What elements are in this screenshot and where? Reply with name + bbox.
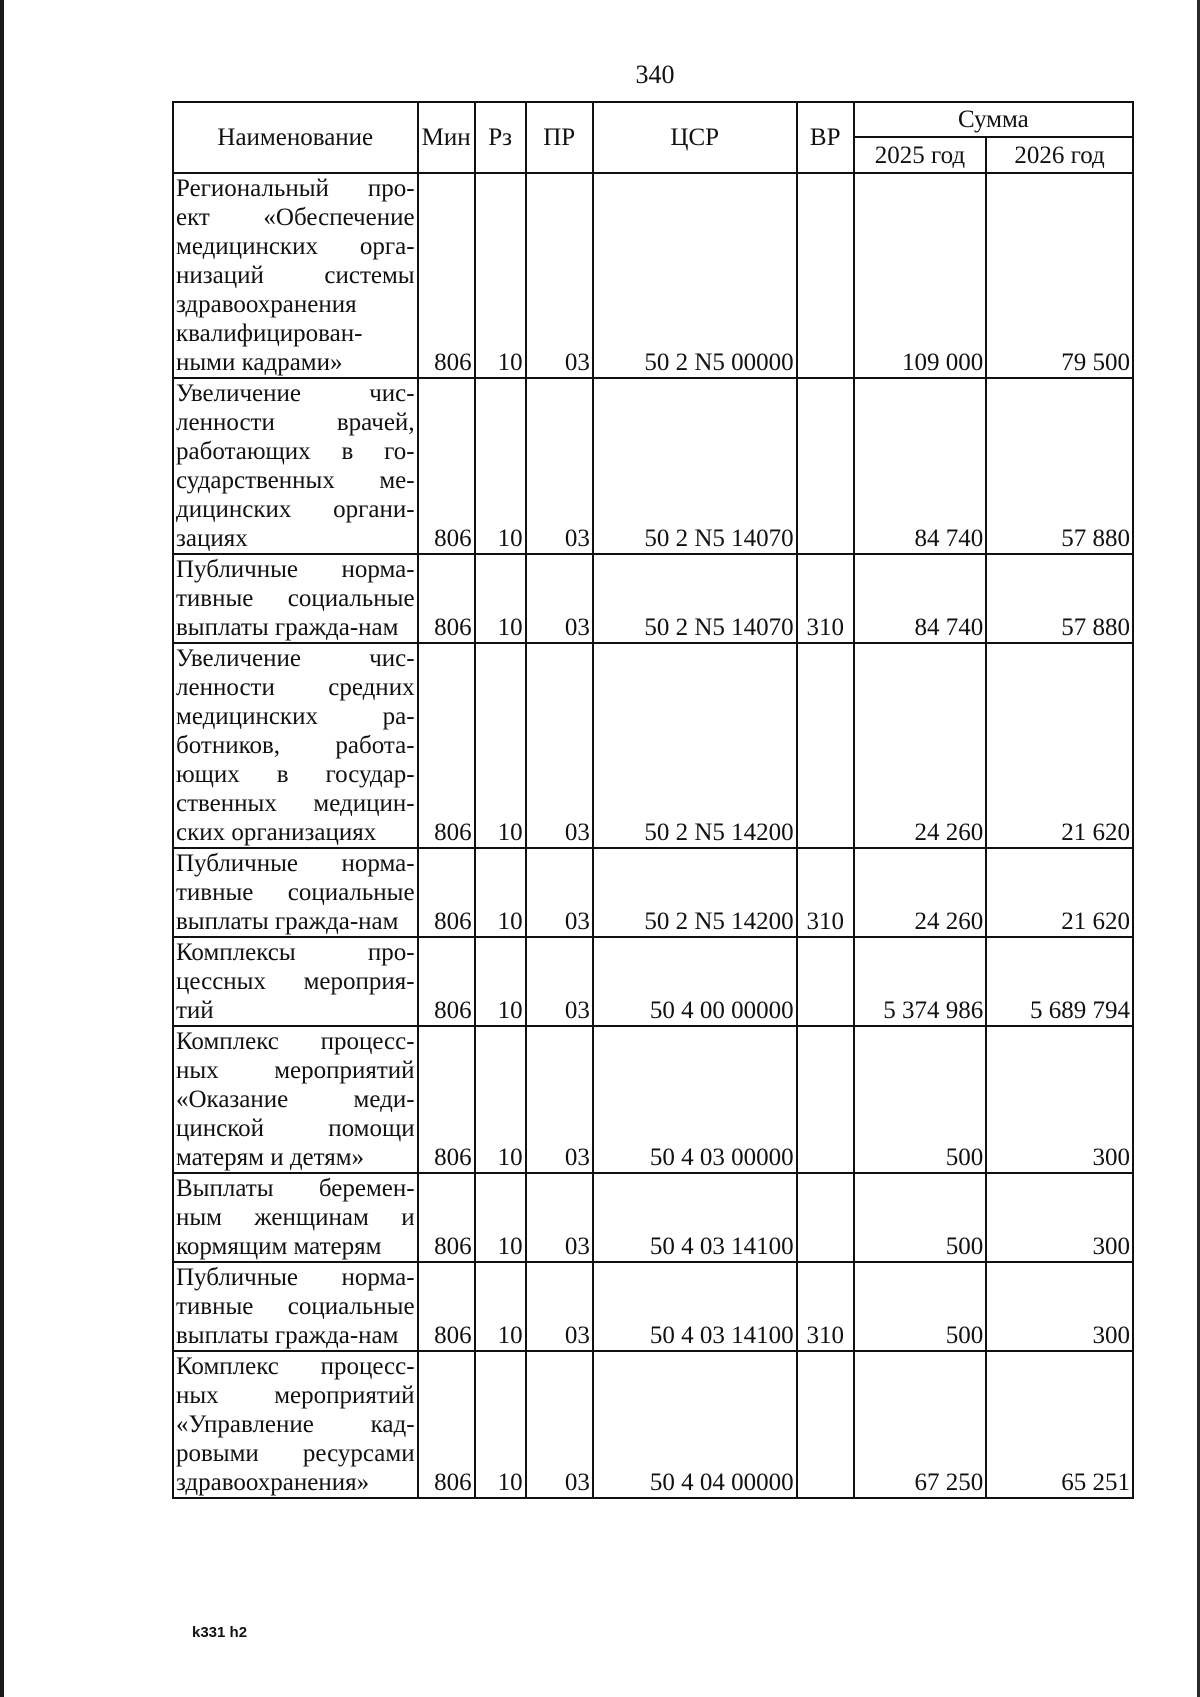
- cell-sum-2026: 300: [986, 1026, 1133, 1173]
- page-number: 340: [635, 60, 675, 89]
- table-row: [173, 378, 1133, 554]
- cell-rz: 10: [475, 1173, 526, 1262]
- table-row: [173, 643, 1133, 848]
- cell-name: Публичные норма-тивные социальные выплаты гражда-нам: [173, 1262, 418, 1351]
- page-edge-left: [0, 0, 4, 1697]
- cell-sum-2025: 84 740: [854, 378, 986, 554]
- cell-min: 806: [418, 1351, 475, 1498]
- table-row: [173, 937, 1133, 1026]
- cell-csr: 50 4 04 00000: [593, 1351, 797, 1498]
- cell-name: Комплекс процесс-ных мероприятий «Оказание меди-цинской помощи матерям и детям»: [173, 1026, 418, 1173]
- cell-pr: 03: [526, 1173, 593, 1262]
- cell-pr: 03: [526, 937, 593, 1026]
- cell-pr: 03: [526, 1351, 593, 1498]
- cell-rz: 10: [475, 937, 526, 1026]
- cell-sum-2026: 21 620: [986, 848, 1133, 937]
- cell-min: 806: [418, 378, 475, 554]
- cell-pr: 03: [526, 554, 593, 643]
- cell-sum-2026: 300: [986, 1262, 1133, 1351]
- table-row: [173, 173, 1133, 378]
- cell-min: 806: [418, 848, 475, 937]
- cell-name: Публичные норма-тивные социальные выплаты гражда-нам: [173, 554, 418, 643]
- cell-rz: 10: [475, 173, 526, 378]
- cell-name: Увеличение чис-ленности врачей, работающих в го-сударственных ме-дицинских органи-зациях: [173, 378, 418, 554]
- cell-min: 806: [418, 643, 475, 848]
- table-row: [173, 554, 1133, 643]
- cell-rz: 10: [475, 643, 526, 848]
- header-name: Наименование: [173, 102, 418, 173]
- cell-csr: 50 2 N5 14070: [593, 378, 797, 554]
- cell-min: 806: [418, 554, 475, 643]
- cell-vr: [797, 378, 854, 554]
- cell-min: 806: [418, 1262, 475, 1351]
- cell-name: Региональный про-ект «Обеспечение медицинских орга-низаций системы здравоохранения квалифицирован-ными кадрами»: [173, 173, 418, 378]
- cell-csr: 50 4 00 00000: [593, 937, 797, 1026]
- header-rz: Рз: [475, 102, 526, 173]
- cell-csr: 50 2 N5 14200: [593, 848, 797, 937]
- cell-name: Комплексы про-цессных мероприя-тий: [173, 937, 418, 1026]
- cell-sum-2026: 300: [986, 1173, 1133, 1262]
- cell-csr: 50 4 03 14100: [593, 1173, 797, 1262]
- cell-name: Комплекс процесс-ных мероприятий «Управление кад-ровыми ресурсами здравоохранения»: [173, 1351, 418, 1498]
- cell-min: 806: [418, 1173, 475, 1262]
- header-min: Мин: [418, 102, 475, 173]
- cell-csr: 50 2 N5 14200: [593, 643, 797, 848]
- cell-sum-2025: 500: [854, 1262, 986, 1351]
- header-sum: Сумма: [854, 102, 1133, 137]
- table-row: [173, 1173, 1133, 1262]
- cell-sum-2025: 24 260: [854, 848, 986, 937]
- table-row: [173, 1026, 1133, 1173]
- cell-sum-2026: 79 500: [986, 173, 1133, 378]
- cell-sum-2026: 57 880: [986, 554, 1133, 643]
- cell-min: 806: [418, 173, 475, 378]
- table-row: [173, 1262, 1133, 1351]
- table-row: [173, 848, 1133, 937]
- cell-pr: 03: [526, 848, 593, 937]
- header-year-2026: 2026 год: [986, 137, 1133, 173]
- cell-sum-2025: 500: [854, 1173, 986, 1262]
- table-row: [173, 1351, 1133, 1498]
- cell-sum-2025: 84 740: [854, 554, 986, 643]
- cell-vr: [797, 643, 854, 848]
- cell-csr: 50 4 03 14100: [593, 1262, 797, 1351]
- cell-sum-2025: 5 374 986: [854, 937, 986, 1026]
- cell-vr: [797, 1026, 854, 1173]
- cell-rz: 10: [475, 848, 526, 937]
- cell-vr: [797, 1173, 854, 1262]
- cell-pr: 03: [526, 173, 593, 378]
- cell-vr: [797, 173, 854, 378]
- cell-sum-2025: 500: [854, 1026, 986, 1173]
- cell-sum-2025: 24 260: [854, 643, 986, 848]
- header-csr: ЦСР: [593, 102, 797, 173]
- cell-sum-2026: 5 689 794: [986, 937, 1133, 1026]
- cell-csr: 50 4 03 00000: [593, 1026, 797, 1173]
- cell-name: Выплаты беремен-ным женщинам и кормящим матерям: [173, 1173, 418, 1262]
- cell-name: Публичные норма-тивные социальные выплаты гражда-нам: [173, 848, 418, 937]
- cell-sum-2026: 57 880: [986, 378, 1133, 554]
- cell-rz: 10: [475, 378, 526, 554]
- header-year-2025: 2025 год: [854, 137, 986, 173]
- cell-rz: 10: [475, 1351, 526, 1498]
- cell-rz: 10: [475, 1262, 526, 1351]
- header-pr: ПР: [526, 102, 593, 173]
- cell-pr: 03: [526, 1026, 593, 1173]
- cell-min: 806: [418, 1026, 475, 1173]
- budget-table: [172, 101, 1134, 1499]
- cell-rz: 10: [475, 1026, 526, 1173]
- cell-vr: 310: [797, 848, 854, 937]
- cell-vr: [797, 1351, 854, 1498]
- cell-sum-2025: 67 250: [854, 1351, 986, 1498]
- cell-min: 806: [418, 937, 475, 1026]
- cell-csr: 50 2 N5 00000: [593, 173, 797, 378]
- footer-code: k331 h2: [192, 1624, 248, 1641]
- cell-vr: 310: [797, 554, 854, 643]
- cell-sum-2025: 109 000: [854, 173, 986, 378]
- cell-rz: 10: [475, 554, 526, 643]
- table-body: [173, 173, 1133, 1498]
- cell-vr: 310: [797, 1262, 854, 1351]
- cell-name: Увеличение чис-ленности средних медицинских ра-ботников, работа-ющих в государ-ственных медицин-ских организациях: [173, 643, 418, 848]
- cell-sum-2026: 65 251: [986, 1351, 1133, 1498]
- header-vr: ВР: [797, 102, 854, 173]
- cell-vr: [797, 937, 854, 1026]
- table-header: [173, 102, 1133, 173]
- cell-pr: 03: [526, 1262, 593, 1351]
- cell-pr: 03: [526, 378, 593, 554]
- cell-sum-2026: 21 620: [986, 643, 1133, 848]
- cell-pr: 03: [526, 643, 593, 848]
- cell-csr: 50 2 N5 14070: [593, 554, 797, 643]
